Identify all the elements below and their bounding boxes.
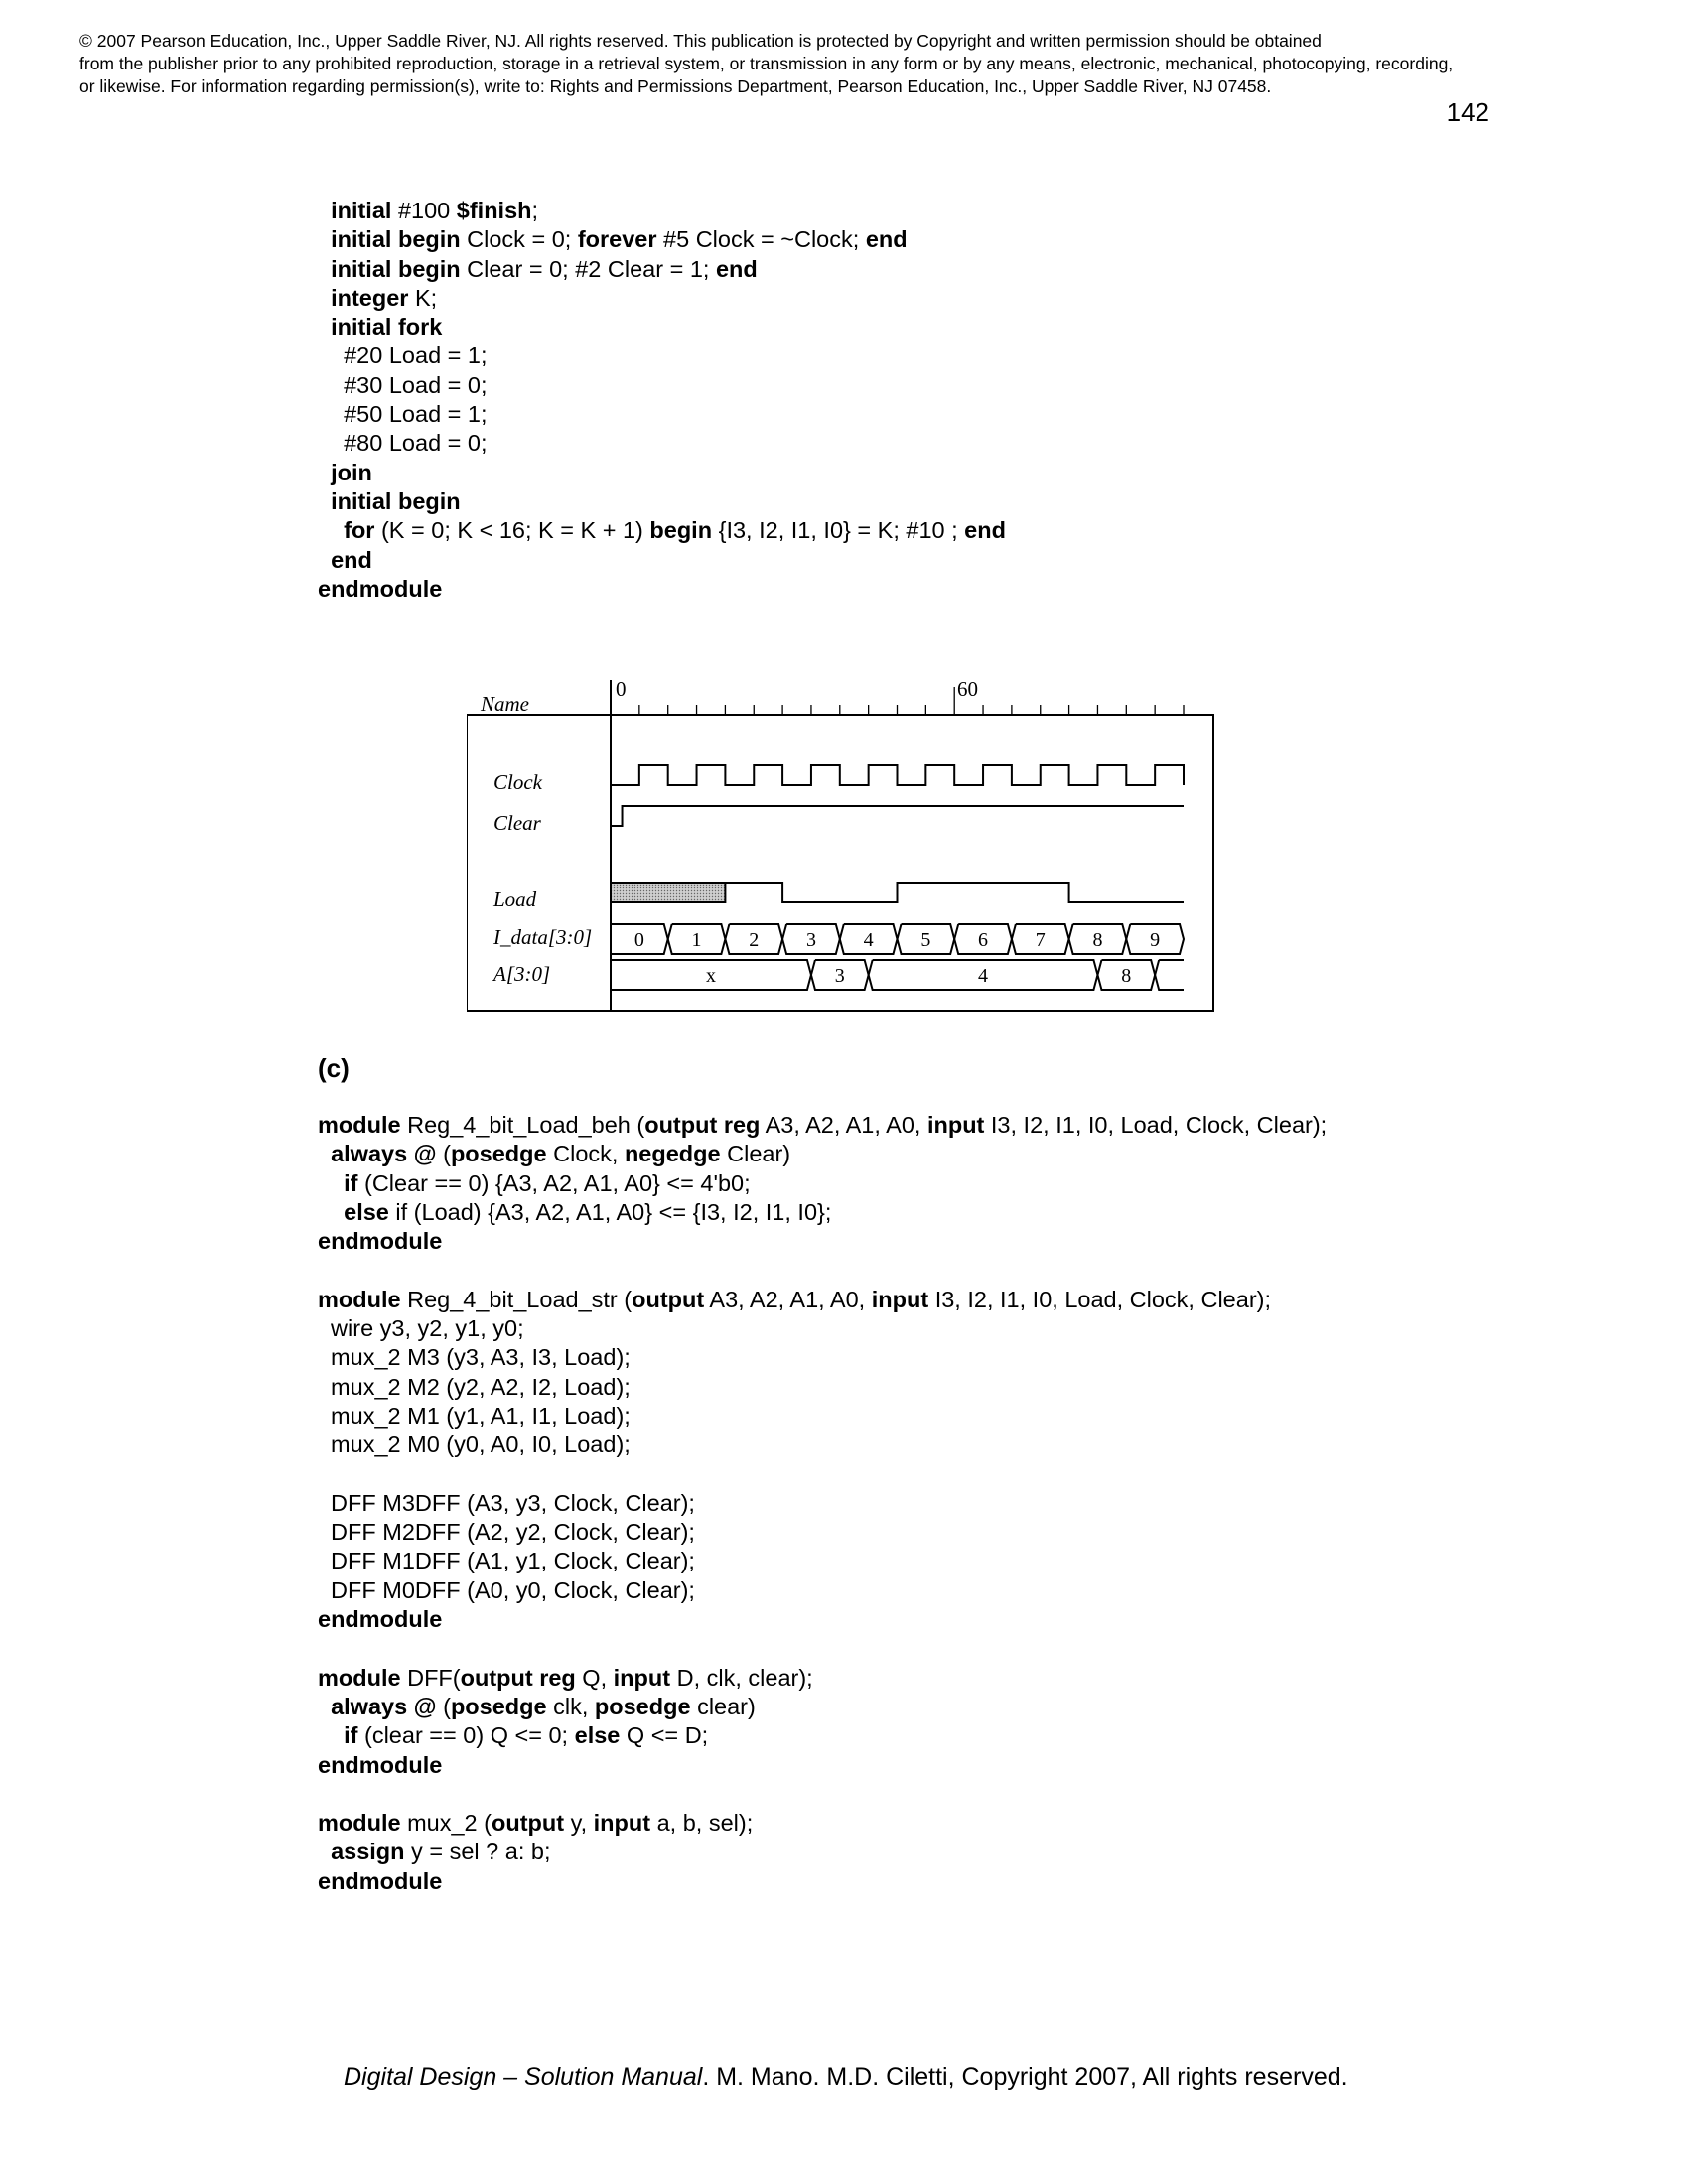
code-keyword: posedge [450,1141,547,1167]
signal-label: I_data[3:0] [493,925,593,949]
load-unknown-region [611,883,725,902]
copyright-line: © 2007 Pearson Education, Inc., Upper Saddle River, NJ. All rights reserved. This publication is protected by Copyright and written permission should be obtained [79,31,1322,51]
code-line [318,575,1006,604]
code-keyword: output reg [644,1112,761,1138]
name-header: Name [481,692,529,716]
code-keyword: endmodule [318,1228,443,1255]
code-line [318,400,1006,429]
code-text [318,226,331,252]
code-text: I3, I2, I1, I0, Load, Clock, Clear); [928,1286,1271,1312]
code-text: #20 Load = 1; [318,342,488,369]
code-text [318,1199,344,1225]
code-line [318,1838,1327,1866]
code-text: a, b, sel); [650,1810,754,1837]
module-code [318,1111,1327,1896]
code-text: I3, I2, I1, I0, Load, Clock, Clear); [984,1112,1328,1138]
code-line [318,313,1006,341]
i-data-value: 1 [691,929,702,951]
code-text: #80 Load = 0; [318,430,488,457]
i-data-value: 6 [978,929,989,951]
code-text: D, clk, clear); [670,1664,813,1691]
code-keyword: end [865,226,908,253]
signal-label: A[3:0] [493,962,551,986]
code-line [318,371,1006,400]
code-text: ; [531,198,539,223]
time-label-0: 0 [616,677,627,701]
code-keyword: endmodule [318,1751,443,1778]
code-text: mux_2 M2 (y2, A2, I2, Load); [318,1373,631,1400]
code-text: #30 Load = 0; [318,371,488,398]
code-text: (Clear == 0) {A3, A2, A1, A0} <= 4'b0; [357,1169,751,1196]
code-keyword: $finish [456,198,532,223]
code-text [318,517,344,543]
copyright-notice [79,30,1628,98]
code-keyword: initial begin [331,226,461,253]
code-line [318,225,1006,254]
code-text: DFF M1DFF (A1, y1, Clock, Clear); [318,1548,695,1574]
code-text [318,1722,344,1748]
code-keyword: integer [331,284,409,311]
code-text: if (Load) {A3, A2, A1, A0} <= {I3, I2, I1, I0}; [388,1198,832,1225]
i-data-value: 9 [1150,929,1161,951]
code-text: y = sel ? a: b; [404,1839,551,1865]
i-data-value: 0 [633,929,644,951]
code-text: Q, [575,1664,614,1691]
code-keyword: input [871,1286,929,1312]
signal-waveforms [611,765,1184,990]
code-line [318,1664,1327,1693]
load-waveform [725,883,1184,902]
code-text: #5 Clock = ~Clock; [656,226,866,253]
code-keyword: endmodule [318,575,443,602]
code-line [318,1780,1327,1809]
code-text [318,1694,331,1719]
code-keyword: always @ [331,1141,437,1167]
time-label-60: 60 [957,677,978,701]
code-text: mux_2 M0 (y0, A0, I0, Load); [318,1432,631,1458]
section-label: (c) [318,1053,350,1083]
code-keyword: join [331,459,372,485]
i-data-value: 7 [1035,929,1046,951]
code-keyword: endmodule [318,1606,443,1633]
code-line [318,1140,1327,1168]
code-text: mux_2 ( [400,1810,492,1837]
code-text [318,1170,344,1196]
time-axis-ticks [639,687,1184,715]
code-keyword: end [964,517,1006,544]
code-keyword: module [318,1112,401,1138]
code-keyword: if [344,1169,358,1196]
code-line [318,1721,1327,1750]
code-text: Clock, [546,1141,625,1167]
code-text [318,1141,331,1166]
code-text: #50 Load = 1; [318,401,488,428]
i-data-value: 4 [863,929,874,951]
code-keyword: if [344,1722,358,1749]
code-line [318,1809,1327,1838]
code-line [318,1227,1327,1256]
code-keyword: initial begin [331,255,461,282]
code-keyword: input [926,1112,985,1138]
code-keyword: endmodule [318,1867,443,1894]
copyright-line: from the publisher prior to any prohibited reproduction, storage in a retrieval system, or transmission in any form or by any means, electronic, mechanical, photocopying, recording, [79,54,1454,73]
code-line [318,1402,1327,1431]
code-line [318,1489,1327,1518]
code-line [318,1576,1327,1605]
code-line [318,1547,1327,1575]
a-out-value: 3 [834,965,845,987]
code-text: ( [436,1693,451,1719]
code-text [318,285,331,311]
code-text: DFF M0DFF (A0, y0, Clock, Clear); [318,1576,695,1603]
code-line [318,1693,1327,1721]
code-line [318,487,1006,516]
code-text: Clear = 0; #2 Clear = 1; [460,255,716,282]
code-text: A3, A2, A1, A0, [760,1112,927,1138]
timing-diagram [467,675,1241,1032]
code-line [318,1605,1327,1634]
code-line [318,1373,1327,1402]
clear-waveform [611,806,1184,826]
code-text: mux_2 M1 (y1, A1, I1, Load); [318,1402,631,1429]
code-line [318,1867,1327,1896]
a-out-segment [1155,960,1184,990]
code-text: clear) [690,1693,756,1719]
code-keyword: output reg [460,1664,576,1691]
code-line [318,516,1006,545]
code-keyword: module [318,1810,401,1837]
a-out-value: 4 [978,965,989,987]
code-text: wire y3, y2, y1, y0; [318,1315,524,1342]
footer-title: Digital Design – Solution Manual [344,2063,703,2091]
i-data-value: 3 [805,929,816,951]
code-line [318,1111,1327,1140]
code-keyword: begin [649,517,713,544]
code-keyword: assign [331,1839,405,1865]
a-out-value: x [705,965,716,987]
code-text: #100 [391,198,457,223]
code-line [318,1431,1327,1459]
code-keyword: initial begin [331,487,461,514]
code-line [318,1634,1327,1663]
i-data-value: 2 [749,929,760,951]
code-text [318,1839,331,1864]
code-keyword: input [593,1810,651,1837]
signal-label: Clock [493,770,542,794]
code-line [318,197,1006,225]
a-out-value: 8 [1121,965,1132,987]
code-text [318,460,331,485]
clock-waveform [611,765,1184,785]
footer-text: . M. Mano. M.D. Ciletti, Copyright 2007, All rights reserved. [702,2063,1348,2091]
code-line [318,459,1006,487]
code-text: DFF M3DFF (A3, y3, Clock, Clear); [318,1489,695,1516]
code-text: (K = 0; K < 16; K = K + 1) [374,517,650,544]
code-text [318,198,331,223]
code-text: DFF M2DFF (A2, y2, Clock, Clear); [318,1519,695,1546]
code-keyword: else [344,1198,389,1225]
page-number: 142 [1446,97,1489,127]
code-keyword: always @ [331,1693,437,1719]
code-line [318,1169,1327,1198]
code-text: {I3, I2, I1, I0} = K; #10 ; [712,517,965,544]
i-data-value: 8 [1092,929,1103,951]
code-line [318,1460,1327,1489]
code-line [318,284,1006,313]
code-text: DFF( [400,1664,461,1691]
code-line [318,1518,1327,1547]
testbench-code [318,197,1006,604]
code-text: Reg_4_bit_Load_str ( [400,1286,633,1312]
code-line [318,1343,1327,1372]
code-text [318,488,331,514]
code-line [318,429,1006,458]
code-line [318,1286,1327,1314]
signal-label: Clear [493,811,541,835]
code-keyword: end [715,255,758,282]
code-text: ( [436,1141,451,1167]
code-text: Clear) [720,1141,791,1167]
code-keyword: for [344,517,375,544]
code-line [318,1751,1327,1780]
code-text: y, [564,1810,594,1837]
code-text: clk, [546,1693,595,1719]
code-keyword: end [331,546,372,573]
code-text [318,314,331,340]
copyright-line: or likewise. For information regarding permission(s), write to: Rights and Permissions Department, Pearson Education, Inc., Upper Saddle River, NJ 07458. [79,76,1272,96]
code-keyword: initial [331,198,392,223]
code-text: Clock = 0; [460,226,578,253]
code-line [318,1198,1327,1227]
code-line [318,1256,1327,1285]
code-line [318,341,1006,370]
code-keyword: output [632,1286,705,1312]
code-keyword: posedge [594,1693,691,1719]
code-text [318,256,331,282]
code-keyword: input [613,1664,671,1691]
signal-names [492,770,592,986]
signal-label: Load [493,887,537,911]
code-keyword: else [574,1722,621,1749]
code-text: K; [408,284,438,311]
code-text: Q <= D; [620,1722,709,1749]
code-keyword: negedge [624,1141,721,1167]
code-keyword: module [318,1286,401,1312]
code-line [318,546,1006,575]
code-text: mux_2 M3 (y3, A3, I3, Load); [318,1344,631,1371]
code-text: Reg_4_bit_Load_beh ( [400,1112,645,1138]
code-keyword: output [491,1810,565,1837]
code-text: A3, A2, A1, A0, [704,1286,872,1312]
code-keyword: initial fork [331,314,443,341]
i-data-value: 5 [920,929,931,951]
code-keyword: forever [577,226,657,253]
code-keyword: posedge [450,1693,547,1719]
code-keyword: module [318,1664,401,1691]
code-line [318,255,1006,284]
page-footer [344,2063,1436,2092]
code-text: (clear == 0) Q <= 0; [357,1722,575,1749]
code-line [318,1314,1327,1343]
code-text [318,547,331,573]
